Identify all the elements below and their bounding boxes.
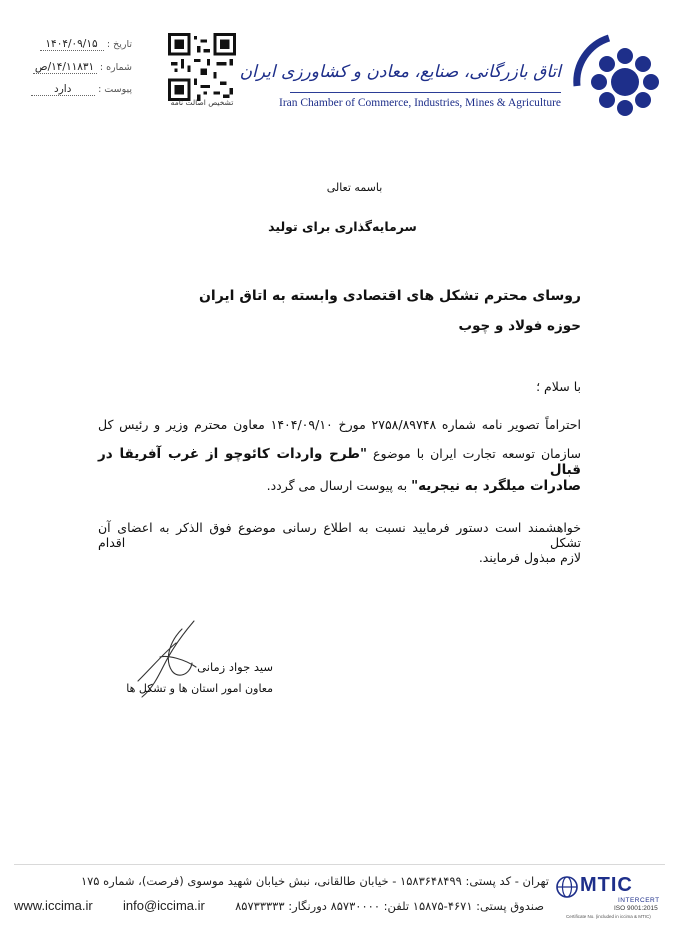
greeting: با سلام ؛ xyxy=(536,379,581,394)
attachment-label: پیوست : xyxy=(98,84,132,95)
date-row xyxy=(22,38,132,51)
signer-name: سید جواد زمانی xyxy=(197,660,273,674)
number-row xyxy=(22,61,132,74)
paragraph-2-line-2: لازم مبذول فرمایند. xyxy=(478,550,581,565)
paragraph-1-line-2 xyxy=(98,446,581,478)
footer-divider xyxy=(14,864,665,865)
org-name-fa: اتاق بازرگانی، صنایع، معادن و کشاورزی ایران xyxy=(239,62,561,82)
footer-email[interactable]: info@iccima.ir xyxy=(123,898,205,913)
qr-caption: تشخیص اصالت نامه xyxy=(170,98,234,107)
paragraph-1-line-1: احتراماً تصویر نامه شماره ۲۷۵۸/۸۹۷۴۸ مورخ ۱۴۰۴/۰۹/۱۰ معاون محترم وزیر و رئیس کل xyxy=(98,417,581,432)
paragraph-1-line-3 xyxy=(267,478,581,494)
paragraph-2-line-1: خواهشمند است دستور فرمایید نسبت به اطلاع رسانی موضوع فوق الذکر به اعضای آن تشکل اقدام xyxy=(98,520,581,550)
qr-code-icon xyxy=(168,33,236,101)
cert-brand: MTIC xyxy=(580,874,633,896)
attachment-value: دارد xyxy=(31,83,95,96)
footer-contact-row xyxy=(14,898,544,913)
recipient-line-1: روسای محترم تشکل های اقتصادی وابسته به اتاق ایران xyxy=(198,288,581,304)
paragraph-1-line-2-normal: سازمان توسعه تجارت ایران با موضوع xyxy=(367,446,582,461)
cert-note: Certificate No. (included in iccima & MTIC) xyxy=(566,914,651,919)
invocation: باسمه تعالی xyxy=(326,181,383,194)
date-label: تاریخ : xyxy=(106,39,132,50)
number-value: ۱۴/۱۱۸۳۱/ص xyxy=(33,61,97,74)
signer-title: معاون امور استان ها و تشکل ها xyxy=(126,682,273,695)
org-name-en: Iran Chamber of Commerce, Industries, Mines & Agriculture xyxy=(279,97,561,109)
date-value: ۱۴۰۴/۰۹/۱۵ xyxy=(40,38,104,51)
header-divider xyxy=(290,92,561,93)
mtic-cert-logo xyxy=(556,874,666,922)
attachment-row xyxy=(22,83,132,96)
chamber-logo-icon xyxy=(569,26,669,126)
footer-contact-fa: صندوق پستی: ۴۶۷۱-۱۵۸۷۵ تلفن: ۸۵۷۳۰۰۰۰ دورنگار: ۸۵۷۳۳۳۳۳ xyxy=(235,898,544,913)
recipient-line-2: حوزه فولاد و چوب xyxy=(458,318,581,334)
paragraph-1-line-3-normal: به پیوست ارسال می گردد. xyxy=(266,478,412,493)
number-label: شماره : xyxy=(99,62,132,73)
letter-subject: سرمایه‌گذاری برای تولید xyxy=(268,219,417,234)
globe-icon xyxy=(556,876,578,898)
footer-website[interactable]: www.iccima.ir xyxy=(14,898,93,913)
paragraph-1-line-2-bold: "طرح واردات کائوچو از غرب آفریقا در قبال xyxy=(98,446,581,478)
footer-address: تهران - کد پستی: ۱۵۸۳۶۴۸۴۹۹ - خیابان طالقانی، نبش خیابان شهید موسوی (فرصت)، شماره ۱۷۵ xyxy=(80,874,549,888)
cert-iso: ISO 9001:2015 xyxy=(614,905,658,912)
cert-sub: INTERCERT xyxy=(618,897,660,904)
paragraph-1-line-3-bold: صادرات میلگرد به نیجریه" xyxy=(411,478,581,494)
